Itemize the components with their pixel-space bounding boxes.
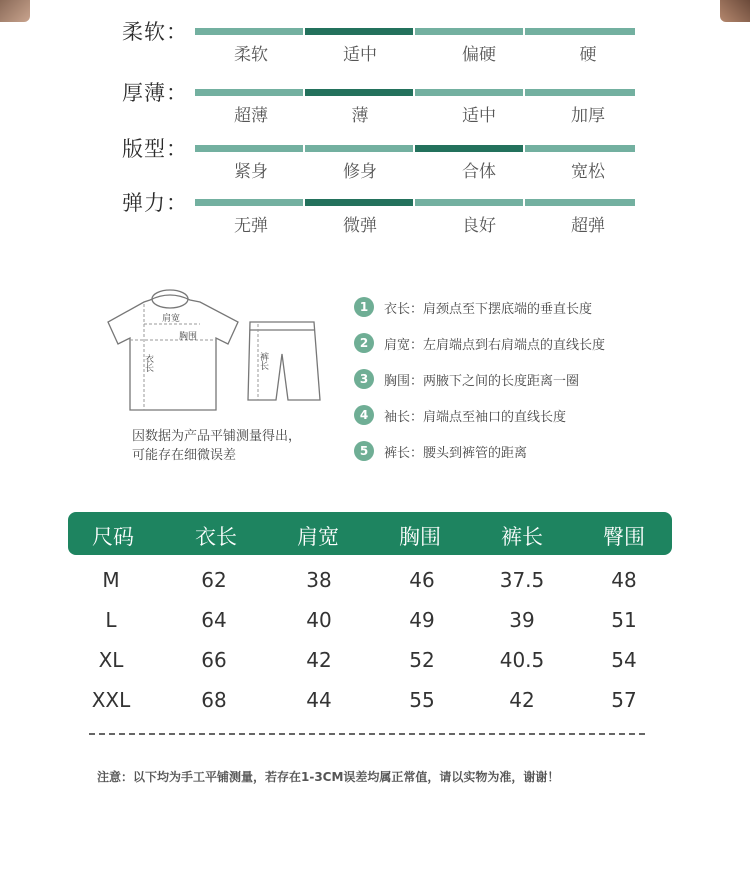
measurement-diagram [100, 282, 330, 422]
attr-bar [195, 145, 303, 152]
attr-label: 厚薄： [122, 81, 188, 105]
attr-bar [305, 89, 413, 96]
dashed-divider [89, 733, 645, 735]
corner-photo-left [0, 0, 30, 22]
shirt-label-shoulder: 肩宽 [162, 314, 181, 324]
attr-bar [525, 28, 635, 35]
definition-item [354, 433, 605, 469]
table-cell: 44 [306, 688, 332, 712]
table-cell: 38 [306, 568, 332, 592]
table-cell: 57 [611, 688, 637, 712]
table-row [0, 608, 750, 648]
table-row [0, 688, 750, 728]
table-cell: 51 [611, 608, 637, 632]
table-cell: 40.5 [499, 648, 545, 672]
attr-bar [525, 89, 635, 96]
table-cell: 55 [409, 688, 435, 712]
attr-option: 超薄 [234, 106, 268, 126]
attr-bar [195, 199, 303, 206]
attr-bar [305, 145, 413, 152]
attr-bar [195, 89, 303, 96]
caption-line: 可能存在细微误差 [132, 448, 237, 463]
number-badge: 4 [354, 405, 374, 425]
attr-option: 超弹 [571, 216, 605, 236]
header-cell: 臀围 [603, 525, 645, 549]
table-cell: 39 [509, 608, 535, 632]
definition-text: 衣长：肩颈点至下摆底端的垂直长度 [384, 301, 593, 317]
attr-option: 合体 [462, 162, 496, 182]
definition-text: 裤长：腰头到裤管的距离 [384, 445, 528, 461]
header-cell: 衣长 [195, 525, 237, 549]
definition-text: 袖长：肩端点至袖口的直线长度 [384, 409, 567, 425]
caption-line: 因数据为产品平铺测量得出， [132, 429, 302, 444]
header-cell: 胸围 [399, 525, 441, 549]
definition-text: 胸围：两腋下之间的长度距离一圈 [384, 373, 580, 389]
size-cell: XL [98, 648, 124, 672]
footnote: 注意：以下均为手工平铺测量，若存在1-3CM误差均属正常值，请以实物为准，谢谢！ [97, 770, 560, 784]
table-row [0, 648, 750, 688]
attr-bar [525, 145, 635, 152]
attr-bar [305, 199, 413, 206]
size-cell: M [102, 568, 120, 592]
table-cell: 66 [201, 648, 227, 672]
attr-bar [415, 28, 523, 35]
attr-label: 柔软： [122, 20, 188, 44]
attr-option: 宽松 [571, 162, 605, 182]
table-cell: 46 [409, 568, 435, 592]
size-cell: XXL [91, 688, 131, 712]
attr-label: 弹力： [122, 191, 188, 215]
size-cell: L [105, 608, 117, 632]
table-row [0, 568, 750, 608]
table-cell: 49 [409, 608, 435, 632]
shirt-sketch-icon [108, 290, 238, 410]
attr-option: 硬 [579, 45, 597, 65]
table-cell: 54 [611, 648, 637, 672]
number-badge: 3 [354, 369, 374, 389]
attr-option: 适中 [343, 45, 377, 65]
pants-label-length: 裤长 [258, 352, 268, 370]
definition-item [354, 397, 605, 433]
header-cell: 肩宽 [297, 525, 339, 549]
attr-option: 薄 [351, 106, 369, 126]
attr-option: 微弹 [343, 216, 377, 236]
attr-bar [525, 199, 635, 206]
attr-bar [305, 28, 413, 35]
definition-text: 肩宽：左肩端点到右肩端点的直线长度 [384, 337, 606, 353]
attr-row-fit [0, 137, 750, 193]
measurement-definitions [354, 289, 605, 469]
number-badge: 5 [354, 441, 374, 461]
definition-item [354, 361, 605, 397]
attr-option: 紧身 [234, 162, 268, 182]
size-table-header [68, 512, 672, 555]
attr-option: 修身 [343, 162, 377, 182]
attr-option: 偏硬 [462, 45, 496, 65]
table-cell: 64 [201, 608, 227, 632]
attr-option: 良好 [462, 216, 496, 236]
table-cell: 42 [509, 688, 535, 712]
definition-item [354, 325, 605, 361]
number-badge: 2 [354, 333, 374, 353]
table-cell: 37.5 [499, 568, 545, 592]
table-cell: 40 [306, 608, 332, 632]
attr-row-softness [0, 20, 750, 76]
attr-bar [415, 89, 523, 96]
attr-option: 柔软 [234, 45, 268, 65]
attr-bar [195, 28, 303, 35]
attr-option: 无弹 [234, 216, 268, 236]
corner-photo-right [720, 0, 750, 22]
shirt-label-chest: 胸围 [179, 332, 198, 342]
table-cell: 62 [201, 568, 227, 592]
number-badge: 1 [354, 297, 374, 317]
header-cell: 尺码 [92, 525, 134, 549]
table-cell: 52 [409, 648, 435, 672]
attr-row-elasticity [0, 191, 750, 247]
attr-bar [415, 199, 523, 206]
table-cell: 42 [306, 648, 332, 672]
header-cell: 裤长 [501, 525, 543, 549]
diagram-caption [132, 427, 301, 465]
definition-item [354, 289, 605, 325]
attr-option: 适中 [462, 106, 496, 126]
table-cell: 68 [201, 688, 227, 712]
table-cell: 48 [611, 568, 637, 592]
garment-sketch [100, 282, 330, 422]
attr-option: 加厚 [571, 106, 605, 126]
attr-label: 版型： [122, 137, 188, 161]
attr-bar [415, 145, 523, 152]
shirt-label-length: 衣长 [143, 354, 153, 372]
attr-row-thickness [0, 81, 750, 137]
